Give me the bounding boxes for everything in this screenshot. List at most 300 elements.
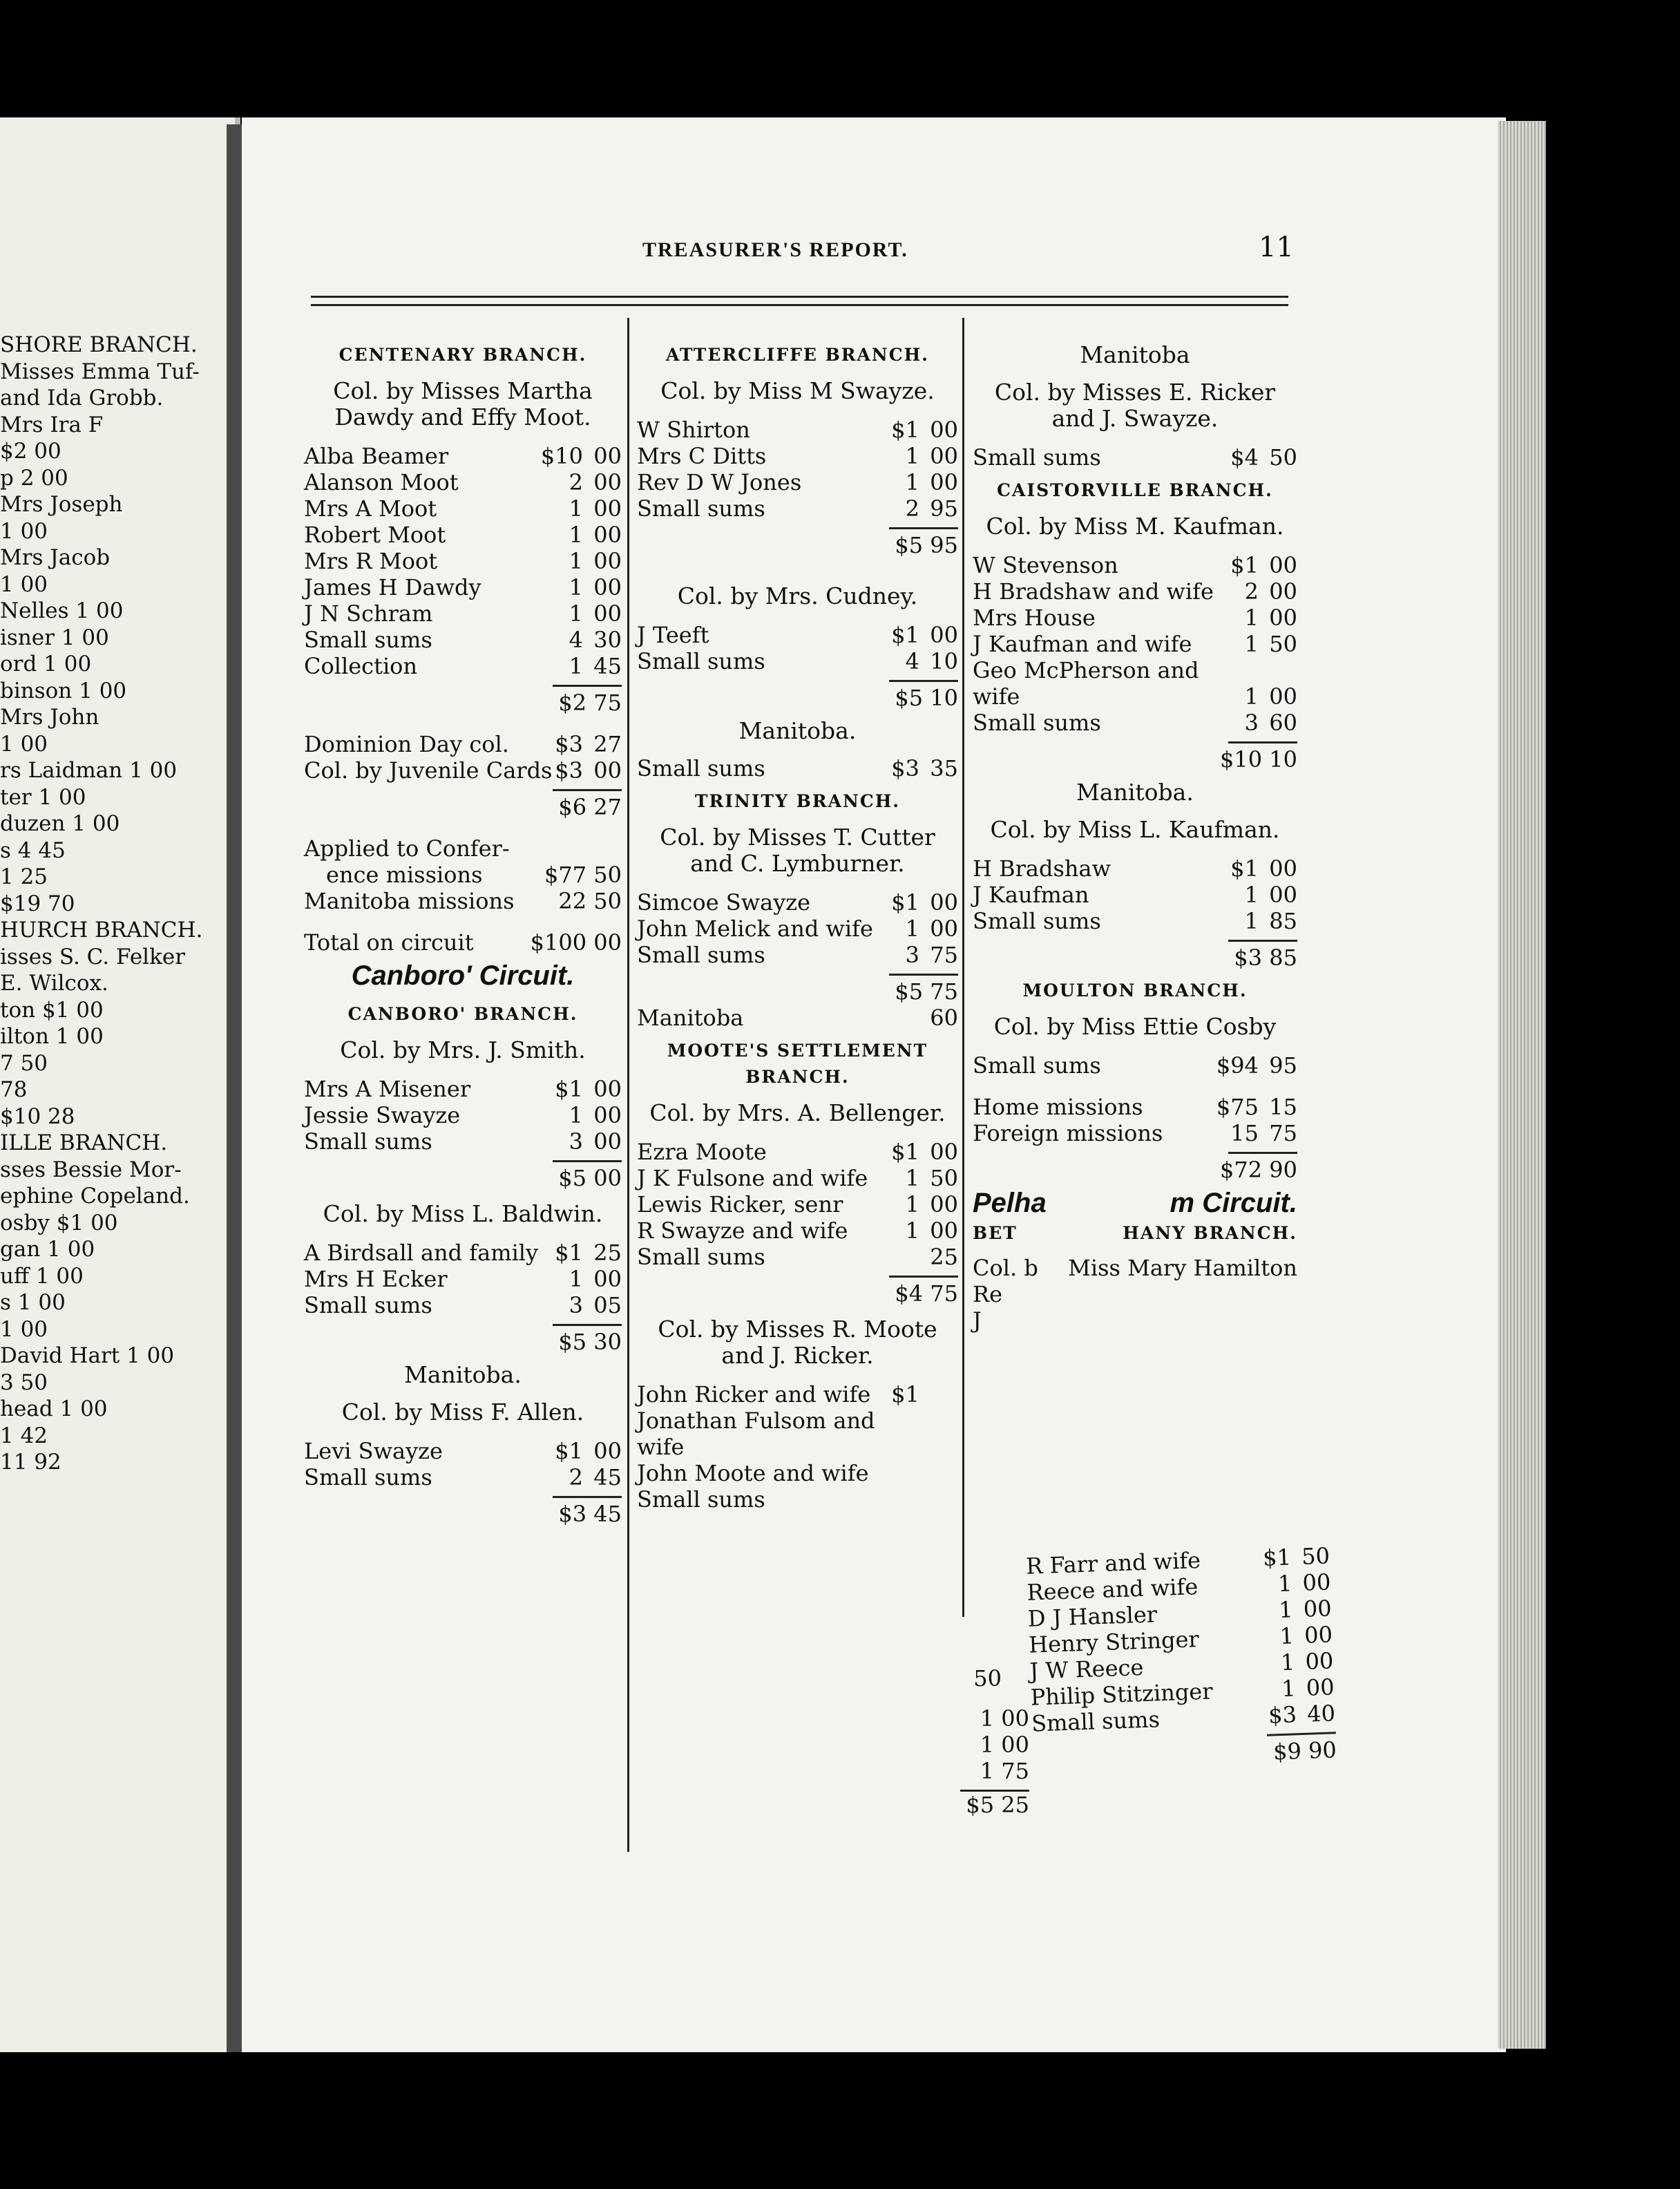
entry-name: Small sums [637, 495, 765, 522]
amount-dollars: $1 [891, 417, 919, 443]
left-page-line: rs Laidman 1 00 [0, 758, 178, 783]
entry-name: Reece and wife [1026, 1573, 1199, 1606]
collector-line: Col. by Mrs. A. Bellenger. [649, 1099, 946, 1126]
entry-name: R Farr and wife [1025, 1546, 1201, 1580]
entry-name: Small sums [973, 444, 1101, 471]
amount-cents: 00 [593, 1266, 622, 1292]
left-page-line: 1 25 [0, 864, 48, 889]
entry-name: W Stevenson [973, 552, 1118, 578]
left-page-line: E. Wilcox. [0, 971, 108, 996]
ledger-row [637, 417, 958, 443]
ledger-row [973, 1052, 1297, 1079]
entry-name: Alba Beamer [304, 443, 449, 469]
ledger-row [637, 622, 958, 648]
left-page-line: $2 00 [0, 439, 61, 464]
amount-cents: 25 [593, 1240, 622, 1266]
collector-fragment: Col. b [973, 1255, 1038, 1281]
circuit-title: Canboro' Circuit. [351, 960, 575, 991]
entry-name: W Shirton [637, 417, 750, 443]
amount-cents: 00 [1269, 683, 1297, 710]
branch-heading: TRINITY BRANCH. [694, 791, 901, 811]
subtotal: $5 75 [895, 978, 958, 1005]
entry-name: J N Schram [304, 600, 433, 627]
left-page-line: Mrs Ira F [0, 412, 104, 437]
amount-cents: 25 [930, 1244, 958, 1270]
amount-cents: 00 [593, 443, 622, 469]
subtotal: $5 00 [558, 1165, 622, 1191]
ledger-list [973, 1094, 1297, 1120]
amount-cents: 95 [1269, 1052, 1297, 1079]
amount-dollars: $4 [1230, 444, 1259, 471]
left-page-line: gan 1 00 [0, 1237, 95, 1262]
subtotal: $6 27 [558, 794, 622, 820]
ledger-list [1026, 1542, 1336, 1736]
ledger-list [637, 755, 958, 781]
left-page-line: ephine Copeland. [0, 1184, 190, 1209]
amount-cents: 00 [1304, 1621, 1333, 1649]
ledger-row [973, 552, 1297, 578]
left-page-line: isner 1 00 [0, 625, 109, 650]
amount-dollars: $1 [555, 1240, 583, 1266]
amount-dollars: 1 [905, 1217, 919, 1244]
ledger-row [637, 495, 958, 522]
ledger-list [304, 443, 622, 679]
amount-dollars: $1 [891, 622, 919, 648]
ledger-list [637, 622, 958, 674]
amount-dollars: 1 [1277, 1570, 1292, 1598]
amount-dollars: 1 [569, 600, 583, 627]
entry-name: John Moote and wife [637, 1460, 869, 1486]
amount-cents: 00 [1304, 1647, 1334, 1675]
entry-name: J K Fulsone and wife [637, 1165, 868, 1191]
stray-amount: 1 75 [980, 1758, 1029, 1784]
amount-dollars: $3 [1268, 1701, 1297, 1729]
ledger-row [973, 631, 1297, 657]
amount-cents: 00 [593, 495, 622, 522]
entry-name: Mrs A Moot [304, 495, 437, 522]
stray-amounts [960, 1665, 1029, 1818]
amount-cents: 00 [1269, 578, 1297, 605]
sum-rule [889, 680, 958, 682]
entry-name: John Ricker and wife [637, 1381, 871, 1408]
left-page-line: $19 70 [0, 891, 75, 916]
left-page-line: ord 1 00 [0, 652, 92, 676]
entry-name: Manitoba [637, 1005, 744, 1031]
ledger-list [973, 855, 1297, 934]
amount-cents [1264, 657, 1297, 683]
collector-line: Col. by Misses E. Ricker and J. Swayze. [994, 379, 1276, 432]
amount-cents: 15 [1269, 1094, 1297, 1120]
subtotal: $72 90 [1220, 1157, 1297, 1183]
ledger-row [304, 1464, 622, 1490]
amount-cents: 75 [1269, 1120, 1297, 1146]
subtotal: $3 45 [558, 1501, 622, 1527]
left-page-line: 3 50 [0, 1370, 48, 1395]
section-heading: Manitoba [1080, 341, 1190, 368]
entry-name: Small sums [637, 648, 765, 674]
ledger-row [973, 683, 1297, 710]
collector-line: Col. by Misses T. Cutter and C. Lymburner. [660, 824, 935, 877]
amount-cents: 45 [593, 653, 622, 679]
left-page-line: Mrs Joseph [0, 492, 123, 517]
entry-name: James H Dawdy [304, 574, 481, 600]
amount-dollars: 1 [1278, 1596, 1294, 1624]
entry-name: Col. by Juvenile Cards [304, 757, 553, 784]
entry-name: Robert Moot [304, 522, 446, 548]
amount-cents: 00 [593, 757, 622, 784]
ledger-row [637, 1434, 958, 1460]
collector-line: Miss Mary Hamilton [1068, 1255, 1297, 1281]
amount-dollars: 2 [569, 1464, 583, 1490]
amount-dollars: 2 [569, 469, 583, 495]
sum-rule [553, 789, 622, 791]
amount-cents: 35 [930, 755, 958, 781]
ledger-row [304, 469, 622, 495]
amount-dollars [889, 1408, 919, 1434]
left-page-line: duzen 1 00 [0, 811, 120, 836]
ledger-row [304, 1438, 622, 1464]
sum-rule [1267, 1732, 1336, 1736]
sum-rule [553, 1324, 622, 1326]
left-page-line: uff 1 00 [0, 1263, 84, 1289]
amount-dollars: $3 [555, 757, 583, 784]
amount-cents: 60 [930, 1005, 958, 1031]
amount-dollars: 1 [905, 1191, 919, 1217]
ledger-row [304, 1128, 622, 1155]
entry-name: Small sums [973, 908, 1101, 934]
sum-rule [889, 1276, 958, 1278]
subtotal: $5 10 [895, 685, 958, 711]
ledger-row [637, 1381, 958, 1408]
entry-name: Small sums [637, 942, 765, 968]
ledger-row: ence missions $77 50 [326, 862, 622, 888]
collector-line: Col. by Misses R. Moote and J. Ricker. [658, 1316, 937, 1369]
amount-dollars: $94 [1216, 1052, 1259, 1079]
collector-line: Col. by Miss M. Kaufman. [986, 513, 1284, 540]
amount-cents: 00 [930, 916, 958, 942]
amount-cents: 00 [593, 1102, 622, 1128]
amount-dollars: 4 [569, 627, 583, 653]
entry-name: Philip Stitzinger [1030, 1678, 1214, 1711]
subtotal: $2 75 [558, 690, 622, 716]
collector-line: Col. by Miss Ettie Cosby [993, 1013, 1277, 1040]
branch-fragment: BET [973, 1223, 1018, 1243]
ledger-row [637, 469, 958, 495]
ledger-row [637, 443, 958, 469]
column-3 [973, 335, 1297, 1334]
amount-cents: 00 [593, 522, 622, 548]
branch-heading: CENTENARY BRANCH. [338, 345, 587, 365]
amount-cents: 00 [593, 1076, 622, 1102]
entry-name: Small sums [973, 1052, 1101, 1079]
ledger-row [304, 548, 622, 574]
entry-name: Lewis Ricker, senr [637, 1191, 843, 1217]
amount-cents: 00 [930, 1191, 958, 1217]
amount-cents [925, 1486, 958, 1513]
entry-name: Small sums [304, 1464, 432, 1490]
branch-heading: BRANCH. [745, 1067, 850, 1087]
left-page-line: sses Bessie Mor- [0, 1157, 182, 1182]
entry-name: H Bradshaw and wife [973, 578, 1214, 605]
amount-cents: 00 [1303, 1595, 1333, 1622]
section-heading: Manitoba. [404, 1361, 522, 1388]
entry-name: J W Reece [1029, 1653, 1144, 1685]
amount-dollars: $3 [891, 755, 919, 781]
left-page-line: and Ida Grobb. [0, 386, 164, 410]
amount-dollars: $1 [891, 1381, 919, 1408]
ledger-row [304, 574, 622, 600]
page-edges [1498, 121, 1546, 2049]
collector-line: Col. by Misses Martha Dawdy and Effy Moot. [333, 377, 593, 430]
amount-cents: 00 [593, 469, 622, 495]
left-page-line: 1 00 [0, 518, 48, 544]
stray-amount: 1 00 [980, 1705, 1029, 1732]
left-page-line: binson 1 00 [0, 678, 127, 703]
ledger-row [637, 1139, 958, 1165]
entry-name: Levi Swayze [304, 1438, 443, 1464]
circuit-title-fragment: m Circuit. [1170, 1188, 1297, 1218]
amount-cents: 30 [593, 627, 622, 653]
entry-name: Ezra Moote [637, 1139, 767, 1165]
amount-cents: 75 [930, 942, 958, 968]
amount-dollars: 1 [1281, 1675, 1297, 1702]
amount-cents: 00 [1301, 1569, 1331, 1596]
ledger-row [304, 757, 622, 784]
fragment: Re [973, 1281, 1003, 1307]
ledger-row [973, 444, 1297, 471]
subtotal: $5 95 [895, 532, 958, 558]
entry-name: John Melick and wife [637, 916, 873, 942]
entry-name: Mrs R Moot [304, 548, 438, 574]
ledger-row: Applied to Confer- [304, 835, 510, 862]
amount-dollars: 1 [1279, 1622, 1295, 1649]
entry-name: A Birdsall and family [304, 1240, 539, 1266]
amount-dollars: $1 [1230, 855, 1259, 882]
ledger-row [304, 1076, 622, 1102]
amount-cents: 00 [593, 548, 622, 574]
amount-dollars: $1 [555, 1076, 583, 1102]
amount-dollars [889, 1434, 919, 1460]
subtotal: $9 90 [1272, 1736, 1337, 1765]
amount-dollars: 1 [1244, 605, 1259, 631]
ledger-row [304, 443, 622, 469]
amount-cents: 45 [593, 1464, 622, 1490]
ledger-row [637, 1460, 958, 1486]
amount-dollars: 1 [905, 916, 919, 942]
ledger-list [304, 1076, 622, 1155]
left-page-line: SHORE BRANCH. [0, 332, 198, 357]
header-rule-2 [311, 304, 1288, 306]
amount-dollars: 1 [569, 522, 583, 548]
ledger-row [637, 1486, 958, 1513]
sum-rule [553, 1496, 622, 1498]
ledger-row [973, 1094, 1297, 1120]
amount-cents: 00 [593, 574, 622, 600]
amount-cents: 00 [930, 469, 958, 495]
column-divider-2 [962, 318, 964, 1617]
ledger-row [637, 1408, 958, 1434]
amount-dollars: 3 [569, 1128, 583, 1155]
branch-heading: CAISTORVILLE BRANCH. [997, 480, 1273, 500]
ledger-row [637, 755, 958, 781]
column-2 [637, 335, 958, 1513]
entry-name: J Teeft [637, 622, 709, 648]
left-page-line: p 2 00 [0, 465, 68, 491]
amount-dollars: 1 [569, 574, 583, 600]
entry-name: Mrs H Ecker [304, 1266, 448, 1292]
entry-name: wife [637, 1434, 685, 1460]
ledger-list [637, 417, 958, 522]
amount-cents: 60 [1269, 710, 1297, 736]
amount-cents [925, 1408, 958, 1434]
entry-name: D J Hansler [1027, 1601, 1158, 1632]
sum-rule [553, 1160, 622, 1162]
bethany-list [1026, 1542, 1337, 1773]
entry-name: Mrs C Ditts [637, 443, 767, 469]
entry-name: Jessie Swayze [304, 1102, 461, 1128]
left-page-line: s 1 00 [0, 1290, 66, 1315]
branch-heading: HANY BRANCH. [1123, 1223, 1297, 1243]
amount-cents: 50 [1301, 1542, 1330, 1570]
amount-cents [925, 1381, 958, 1408]
left-page-line: osby $1 00 [0, 1210, 118, 1235]
amount-cents: 95 [930, 495, 958, 522]
amount-dollars: 1 [1244, 882, 1259, 908]
collector-line: Col. by Miss L. Baldwin. [323, 1200, 603, 1227]
section-heading: Manitoba. [1076, 779, 1194, 806]
amount-dollars [889, 1005, 919, 1031]
left-page-line: ton $1 00 [0, 997, 104, 1023]
left-page-line: 11 92 [0, 1450, 61, 1475]
ledger-row [973, 855, 1297, 882]
subtotal: $5 30 [558, 1329, 622, 1355]
amount-dollars: 1 [905, 1165, 919, 1191]
amount-cents [925, 1434, 958, 1460]
amount-dollars: 1 [569, 1102, 583, 1128]
amount-cents: 40 [1306, 1700, 1336, 1727]
ledger-row [637, 1191, 958, 1217]
ledger-row [304, 653, 622, 679]
entry-name: Home missions [973, 1094, 1143, 1120]
entry-name: Small sums [637, 1244, 765, 1270]
entry-name: H Bradshaw [973, 855, 1111, 882]
left-page-line: Nelles 1 00 [0, 598, 124, 623]
left-page-line: Mrs Jacob [0, 545, 111, 570]
amount-dollars: 1 [905, 469, 919, 495]
amount-dollars: 15 [1230, 1120, 1259, 1146]
entry-name: Small sums [304, 1128, 432, 1155]
amount-dollars: $1 [555, 1438, 583, 1464]
subtotal: $3 85 [1234, 945, 1297, 971]
left-page-line: 7 50 [0, 1050, 48, 1076]
left-page-line: 1 00 [0, 571, 48, 597]
stray-amount: 1 00 [980, 1732, 1029, 1758]
amount-dollars: 1 [1280, 1649, 1295, 1676]
ledger-row [304, 1292, 622, 1318]
branch-heading: CANBORO' BRANCH. [347, 1004, 578, 1024]
entry-name: J Kaufman and wife [973, 631, 1192, 657]
amount-dollars: $1 [891, 1139, 919, 1165]
left-page-line: Mrs John [0, 705, 99, 730]
column-1 [304, 335, 622, 1527]
entry-name: Jonathan Fulsom and [637, 1408, 875, 1434]
ledger-row [304, 1266, 622, 1292]
amount-dollars [889, 1460, 919, 1486]
fragment: J [973, 1307, 982, 1334]
amount-dollars: 3 [569, 1292, 583, 1318]
amount-dollars: 2 [905, 495, 919, 522]
amount-dollars: 1 [569, 495, 583, 522]
amount-cents: 00 [930, 622, 958, 648]
amount-cents: 10 [930, 648, 958, 674]
ledger-row [637, 648, 958, 674]
left-page-line: Misses Emma Tuf- [0, 359, 200, 384]
ledger-list [973, 444, 1297, 471]
amount-dollars: 1 [569, 653, 583, 679]
amount-cents: 00 [930, 889, 958, 916]
amount-dollars [889, 1486, 919, 1513]
amount-dollars: $3 [555, 731, 583, 757]
ledger-row [304, 627, 622, 653]
ledger-row [973, 908, 1297, 934]
entry-name: Collection [304, 653, 418, 679]
sum-rule [889, 527, 958, 529]
ledger-row [304, 495, 622, 522]
collector-line: Col. by Miss F. Allen. [341, 1399, 584, 1425]
amount-cents: 00 [930, 1217, 958, 1244]
entry-name: Small sums [637, 1486, 765, 1513]
ledger-row: Total on circuit $100 00 [304, 929, 622, 956]
ledger-list [973, 552, 1297, 736]
ledger-row [637, 916, 958, 942]
amount-dollars: 4 [905, 648, 919, 674]
amount-cents: 05 [593, 1292, 622, 1318]
entry-name: Henry Stringer [1028, 1626, 1200, 1658]
collector-line: Col. by Mrs. Cudney. [677, 582, 918, 609]
amount-cents: 00 [593, 1438, 622, 1464]
entry-name: wife [973, 683, 1020, 710]
amount-cents [925, 1460, 958, 1486]
amount-cents: 00 [593, 600, 622, 627]
ledger-row [304, 600, 622, 627]
collector-line: Col. by Miss M Swayze. [660, 377, 935, 404]
amount-dollars [889, 1244, 919, 1270]
ledger-row [637, 942, 958, 968]
sum-rule [1228, 940, 1297, 942]
ledger-row [973, 657, 1297, 683]
amount-cents: 00 [593, 1128, 622, 1155]
amount-cents: 50 [930, 1165, 958, 1191]
ledger-row [637, 889, 958, 916]
ledger-row [304, 1102, 622, 1128]
stray-amount: 50 [973, 1665, 1002, 1692]
left-page-line: ilton 1 00 [0, 1024, 104, 1049]
entry-name: R Swayze and wife [637, 1217, 848, 1244]
ledger-list [973, 1120, 1297, 1146]
amount-cents: 00 [1269, 552, 1297, 578]
subtotal: $5 25 [966, 1792, 1029, 1818]
collector-line: Col. by Mrs. J. Smith. [340, 1036, 586, 1063]
branch-heading: MOULTON BRANCH. [1022, 980, 1248, 1001]
entry-name: Small sums [304, 1292, 432, 1318]
entry-name: Alanson Moot [304, 469, 459, 495]
entry-name: Geo McPherson and [973, 657, 1199, 683]
amount-cents: 00 [930, 443, 958, 469]
left-page-line: s 4 45 [0, 837, 66, 863]
ledger-row [637, 1165, 958, 1191]
ledger-list [637, 1005, 958, 1031]
sum-rule [553, 685, 622, 687]
